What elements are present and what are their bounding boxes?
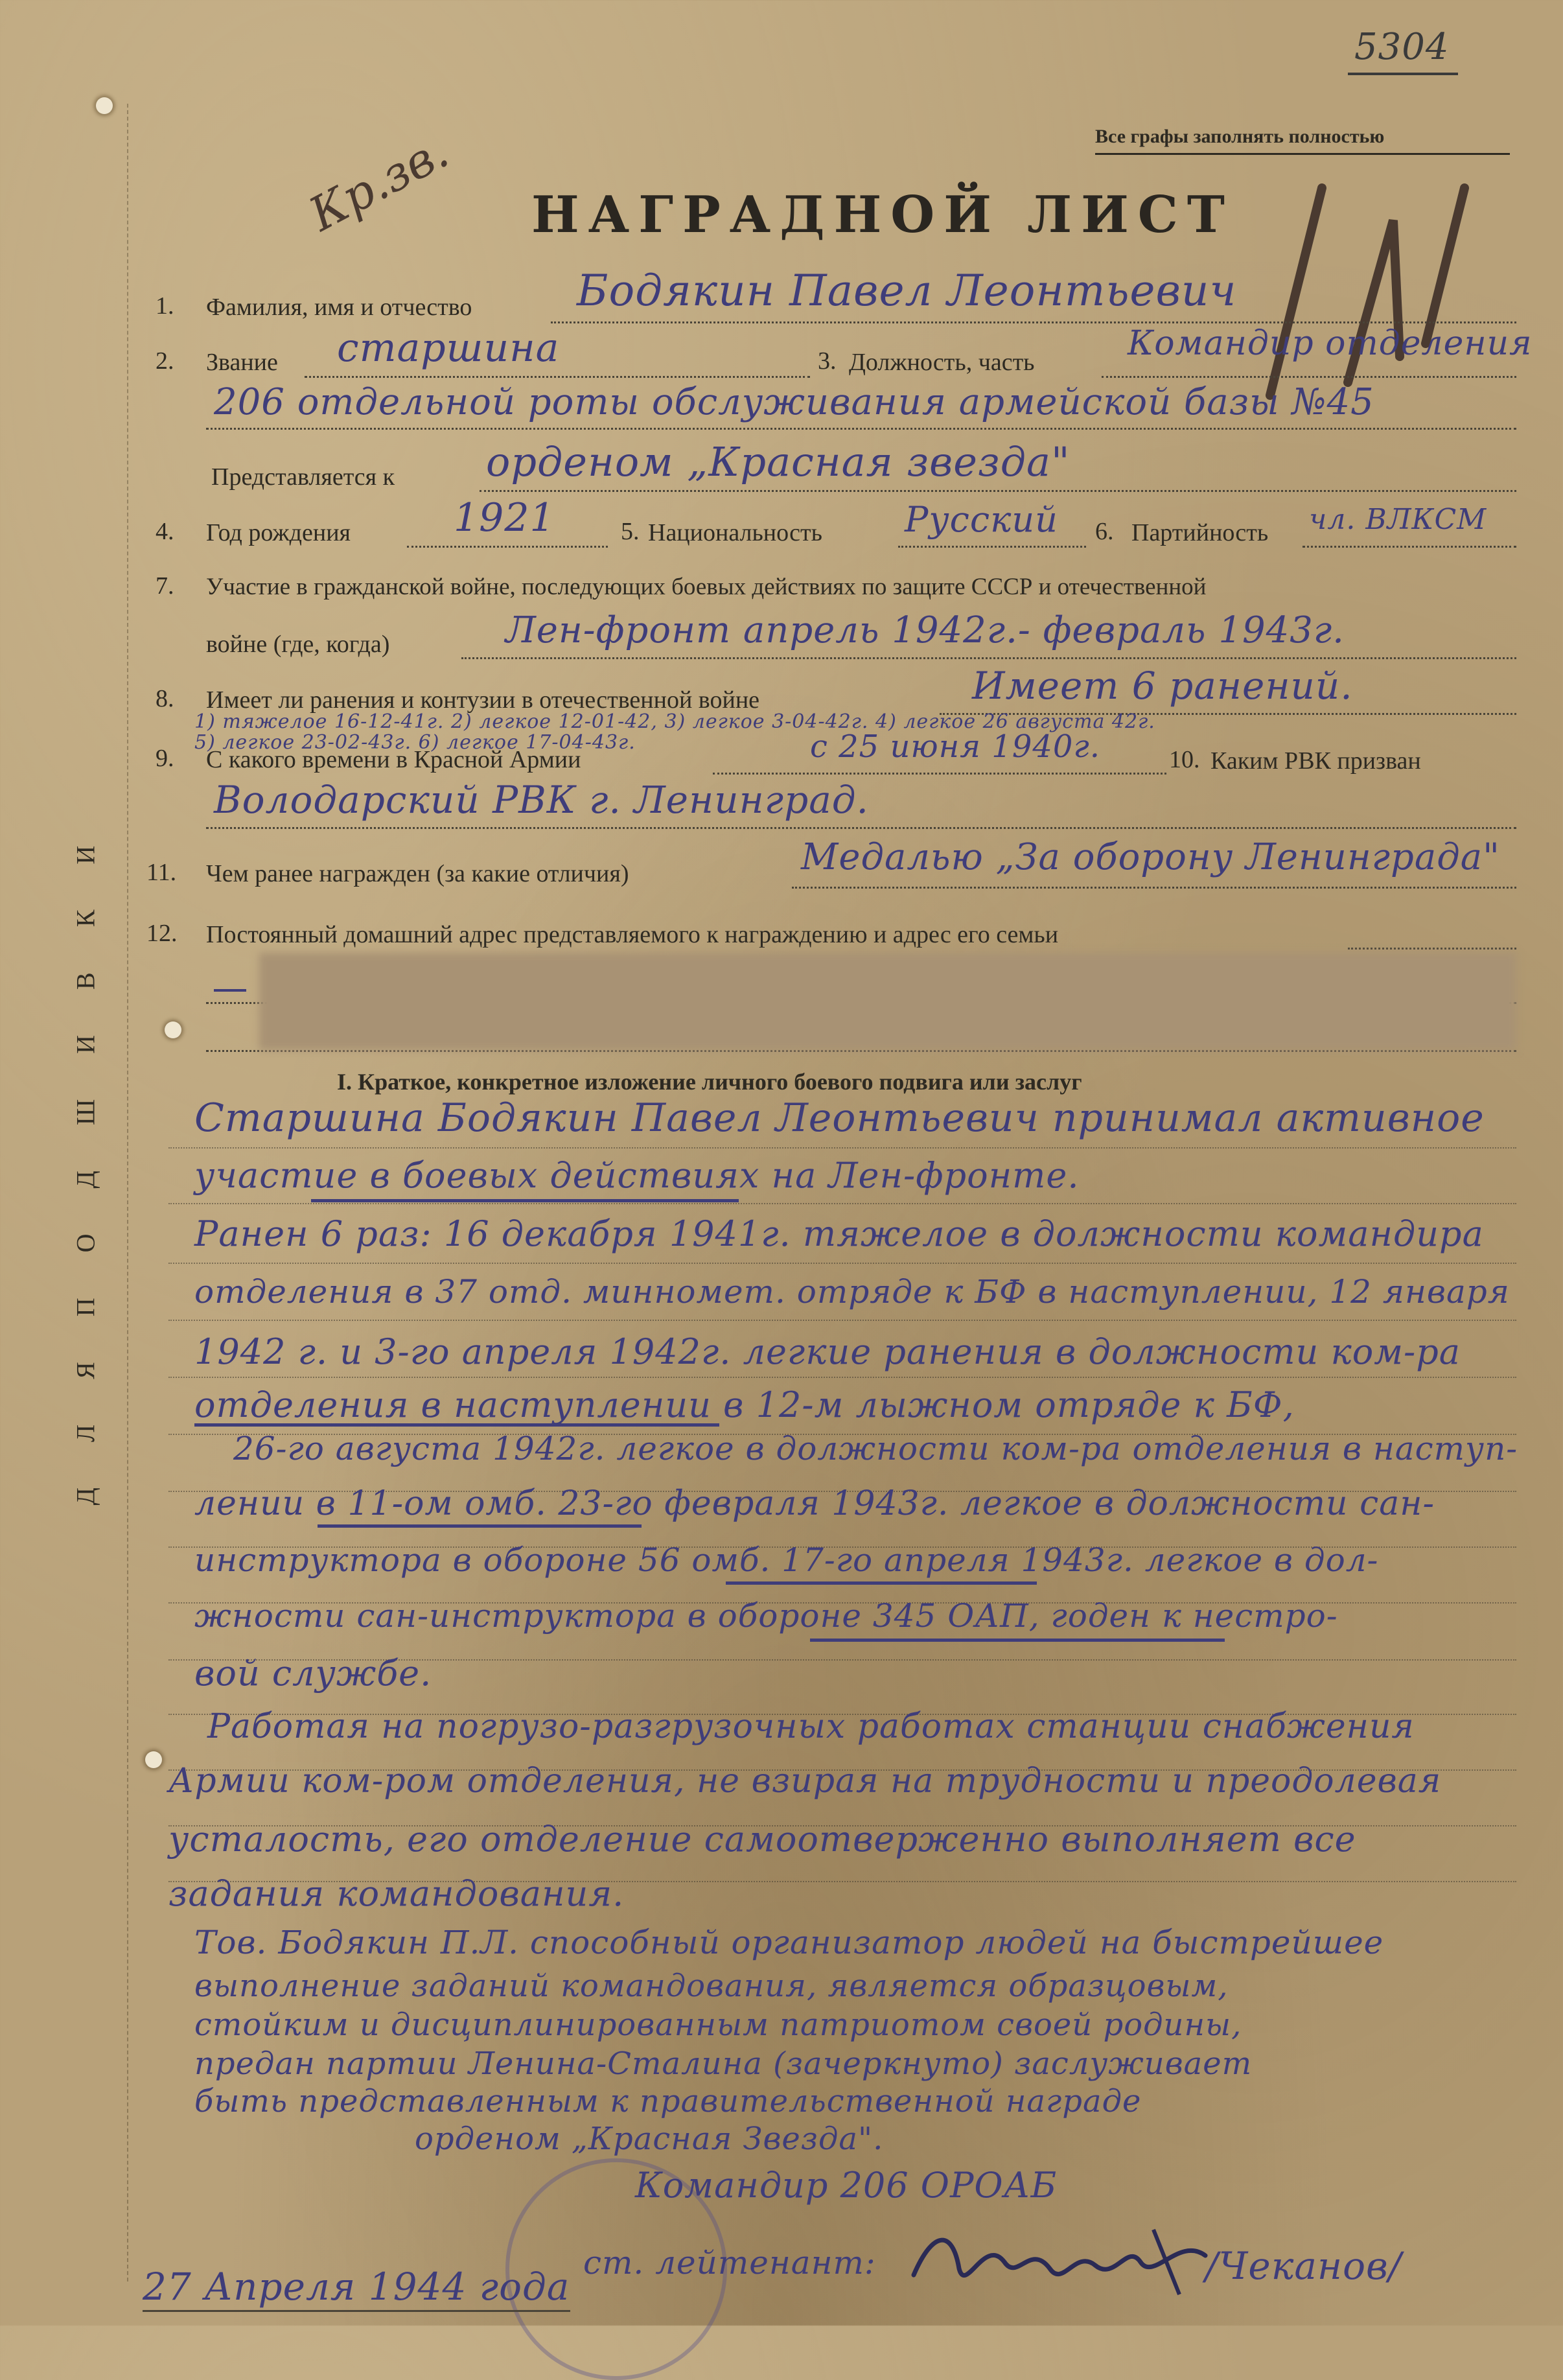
field-7-line [461,657,1516,659]
field-3-line [1102,376,1516,378]
field-4-value: 1921 [454,495,555,541]
ink-underline-5 [810,1639,1225,1642]
field-2-label: Звание [206,349,278,376]
field-4-number: 4. [156,518,174,545]
section-title: I. Краткое, конкретное изложение личного боевого подвига или заслуг [337,1069,1082,1095]
narrative-line-12: Работая на погрузо-разгрузочных работах станции снабжения [207,1707,1415,1746]
field-11-line [792,887,1516,889]
field-12-dash [214,989,246,992]
pencil-slash-mark [1231,149,1503,421]
narrative-rule [168,1147,1516,1149]
field-12-label: Постоянный домашний адрес представляемого к награждению и адрес его семьи [206,921,1059,948]
field-8-details-1: 1) тяжелое 16-12-41г. 2) легкое 12-01-42, 3) легкое 3-04-42г. 4) легкое 26 августа 42г. [194,710,1155,733]
field-1-line [551,321,1516,323]
field-5-value: Русский [905,499,1058,540]
narrative-rule [168,1203,1516,1204]
binding-margin-text [60,648,111,1679]
binding-margin-line [127,104,128,2281]
field-11-label: Чем ранее награжден (за какие отличия) [206,860,629,887]
field-3-value-continued: 206 отдельной роты обслуживания армейской базы №45 [214,381,1374,423]
field-6-value: чл. ВЛКСМ [1309,503,1487,536]
signature-role: Командир 206 ОРОАБ [635,2165,1058,2206]
narrative-line-14: усталость, его отделение самоотверженно выполняет все [168,1819,1356,1860]
field-8-details-2: 5) легкое 23-02-43г. 6) легкое 17-04-43г. [194,731,636,754]
narrative-rule [168,1263,1516,1264]
field-11-number: 11. [146,859,177,886]
field-7-label-continued: войне (где, когда) [206,631,390,658]
narrative-line-7: 26-го августа 1942г. легкое в должности ком-ра отделения в наступ- [233,1430,1518,1467]
page-title: НАГРАДНОЙ ЛИСТ [531,185,1234,244]
field-7-number: 7. [156,572,174,600]
field-10-label: Каким РВК призван [1210,747,1421,775]
field-3-value: Командир отделения [1128,324,1533,363]
narrative-rule [168,1320,1516,1321]
narrative-line-17: выполнение заданий командования, является образцовым, [194,1968,1229,2004]
fill-note: Все графы заполнять полностью [1095,126,1385,147]
narrative-line-13: Армии ком-ром отделения, не взирая на трудности и преодолевая [168,1762,1442,1801]
field-10-value: Володарский РВК г. Ленинград. [214,778,869,822]
narrative-line-10: жности сан-инструктора в обороне 345 ОАП, годен к нестро- [194,1597,1338,1635]
narrative-line-21: орденом „Красная Звезда". [415,2121,884,2157]
ink-underline-3 [318,1524,642,1528]
narrative-line-20: быть представленным к правительственной награде [194,2083,1142,2119]
narrative-line-19: предан партии Ленина-Сталина (зачеркнуто) заслуживает [194,2046,1253,2082]
archive-number-underline [1348,73,1458,75]
field-9-label: С какого времени в Красной Армии [206,746,581,773]
field-3-number: 3. [818,347,837,375]
narrative-line-11: вой службе. [194,1653,432,1694]
presented-value: орденом „Красная звезда" [486,438,1071,485]
narrative-line-2: участие в боевых действиях на Лен-фронте. [194,1155,1080,1196]
handwritten-signature [907,2217,1218,2307]
narrative-line-16: Тов. Бодякин П.Л. способный организатор людей на быстрейшее [194,1924,1384,1961]
field-1-number: 1. [156,292,174,320]
document-date: 27 Апреля 1944 года [143,2265,570,2309]
field-3-cont-line [206,428,1516,430]
field-6-number: 6. [1095,518,1114,545]
field-2-number: 2. [156,347,174,375]
field-6-line [1302,546,1516,548]
field-8-number: 8. [156,685,174,712]
narrative-line-6: отделения в наступлении в 12-м лыжном отряде к БФ, [194,1384,1295,1425]
narrative-line-18: стойким и дисциплинированным патриотом своей родины, [194,2007,1242,2043]
field-2-line [305,376,810,378]
field-8-value: Имеет 6 ранений. [972,664,1353,708]
field-5-line [898,546,1086,548]
narrative-line-8: лении в 11-ом омб. 23-го февраля 1943г. легкое в должности сан- [194,1484,1435,1523]
ink-underline-4 [726,1581,1037,1585]
field-1-label: Фамилия, имя и отчество [206,294,472,321]
field-4-label: Год рождения [206,519,351,546]
narrative-line-5: 1942 г. и 3-го апреля 1942г. легкие ранения в должности ком-ра [194,1331,1461,1372]
narrative-line-4: отделения в 37 отд. минномет. отряде к БФ в наступлении, 12 января [194,1273,1510,1311]
presented-line [480,490,1516,492]
field-10-number: 10. [1169,746,1200,773]
field-7-label: Участие в гражданской войне, последующих боевых действиях по защите СССР и отечественной [206,574,1207,600]
field-7-value: Лен-фронт апрель 1942г.- февраль 1943г. [505,609,1345,651]
field-3-label: Должность, часть [849,349,1035,376]
field-5-number: 5. [621,518,640,545]
field-12-line-3 [206,1050,1516,1052]
signature-rank: ст. лейтенант: [583,2244,876,2281]
punch-hole [96,97,113,114]
narrative-line-3: Ранен 6 раз: 16 декабря 1941г. тяжелое в должности командира [194,1213,1484,1254]
ink-underline-1 [311,1199,739,1202]
field-12-line-1 [1348,948,1516,950]
field-12-number: 12. [146,920,178,947]
sidebar-letter: Д Л Я П О Д Ш И В К И [71,826,100,1506]
narrative-line-15: задания командования. [168,1873,625,1914]
narrative-rule [168,1377,1516,1378]
date-underline [143,2310,570,2312]
corner-pencil-mark: Кр.зв. [300,124,457,242]
narrative-line-1: Старшина Бодякин Павел Леонтьевич принимал активное [194,1095,1485,1141]
punch-hole [145,1751,162,1768]
field-2-value: старшина [337,325,560,371]
field-9-line [713,773,1166,775]
field-4-line [407,546,608,548]
field-5-label: Национальность [648,519,822,546]
redacted-address [259,953,1516,1050]
punch-hole [165,1021,181,1038]
presented-label: Представляется к [211,463,395,491]
field-9-number: 9. [156,745,174,772]
field-11-value: Медалью „За оборону Ленинграда" [801,836,1500,878]
field-6-label: Партийность [1131,519,1269,546]
signature-name: /Чеканов/ [1205,2244,1402,2288]
archive-number: 5304 [1354,26,1450,68]
field-8-label: Имеет ли ранения и контузии в отечественной войне [206,686,760,714]
field-9-value: с 25 июня 1940г. [810,729,1100,765]
field-10-line [206,827,1516,829]
ink-underline-2 [194,1423,719,1427]
narrative-line-9: инструктора в обороне 56 омб. 17-го апреля 1943г. легкое в дол- [194,1541,1379,1579]
field-1-value: Бодякин Павел Леонтьевич [577,266,1237,316]
